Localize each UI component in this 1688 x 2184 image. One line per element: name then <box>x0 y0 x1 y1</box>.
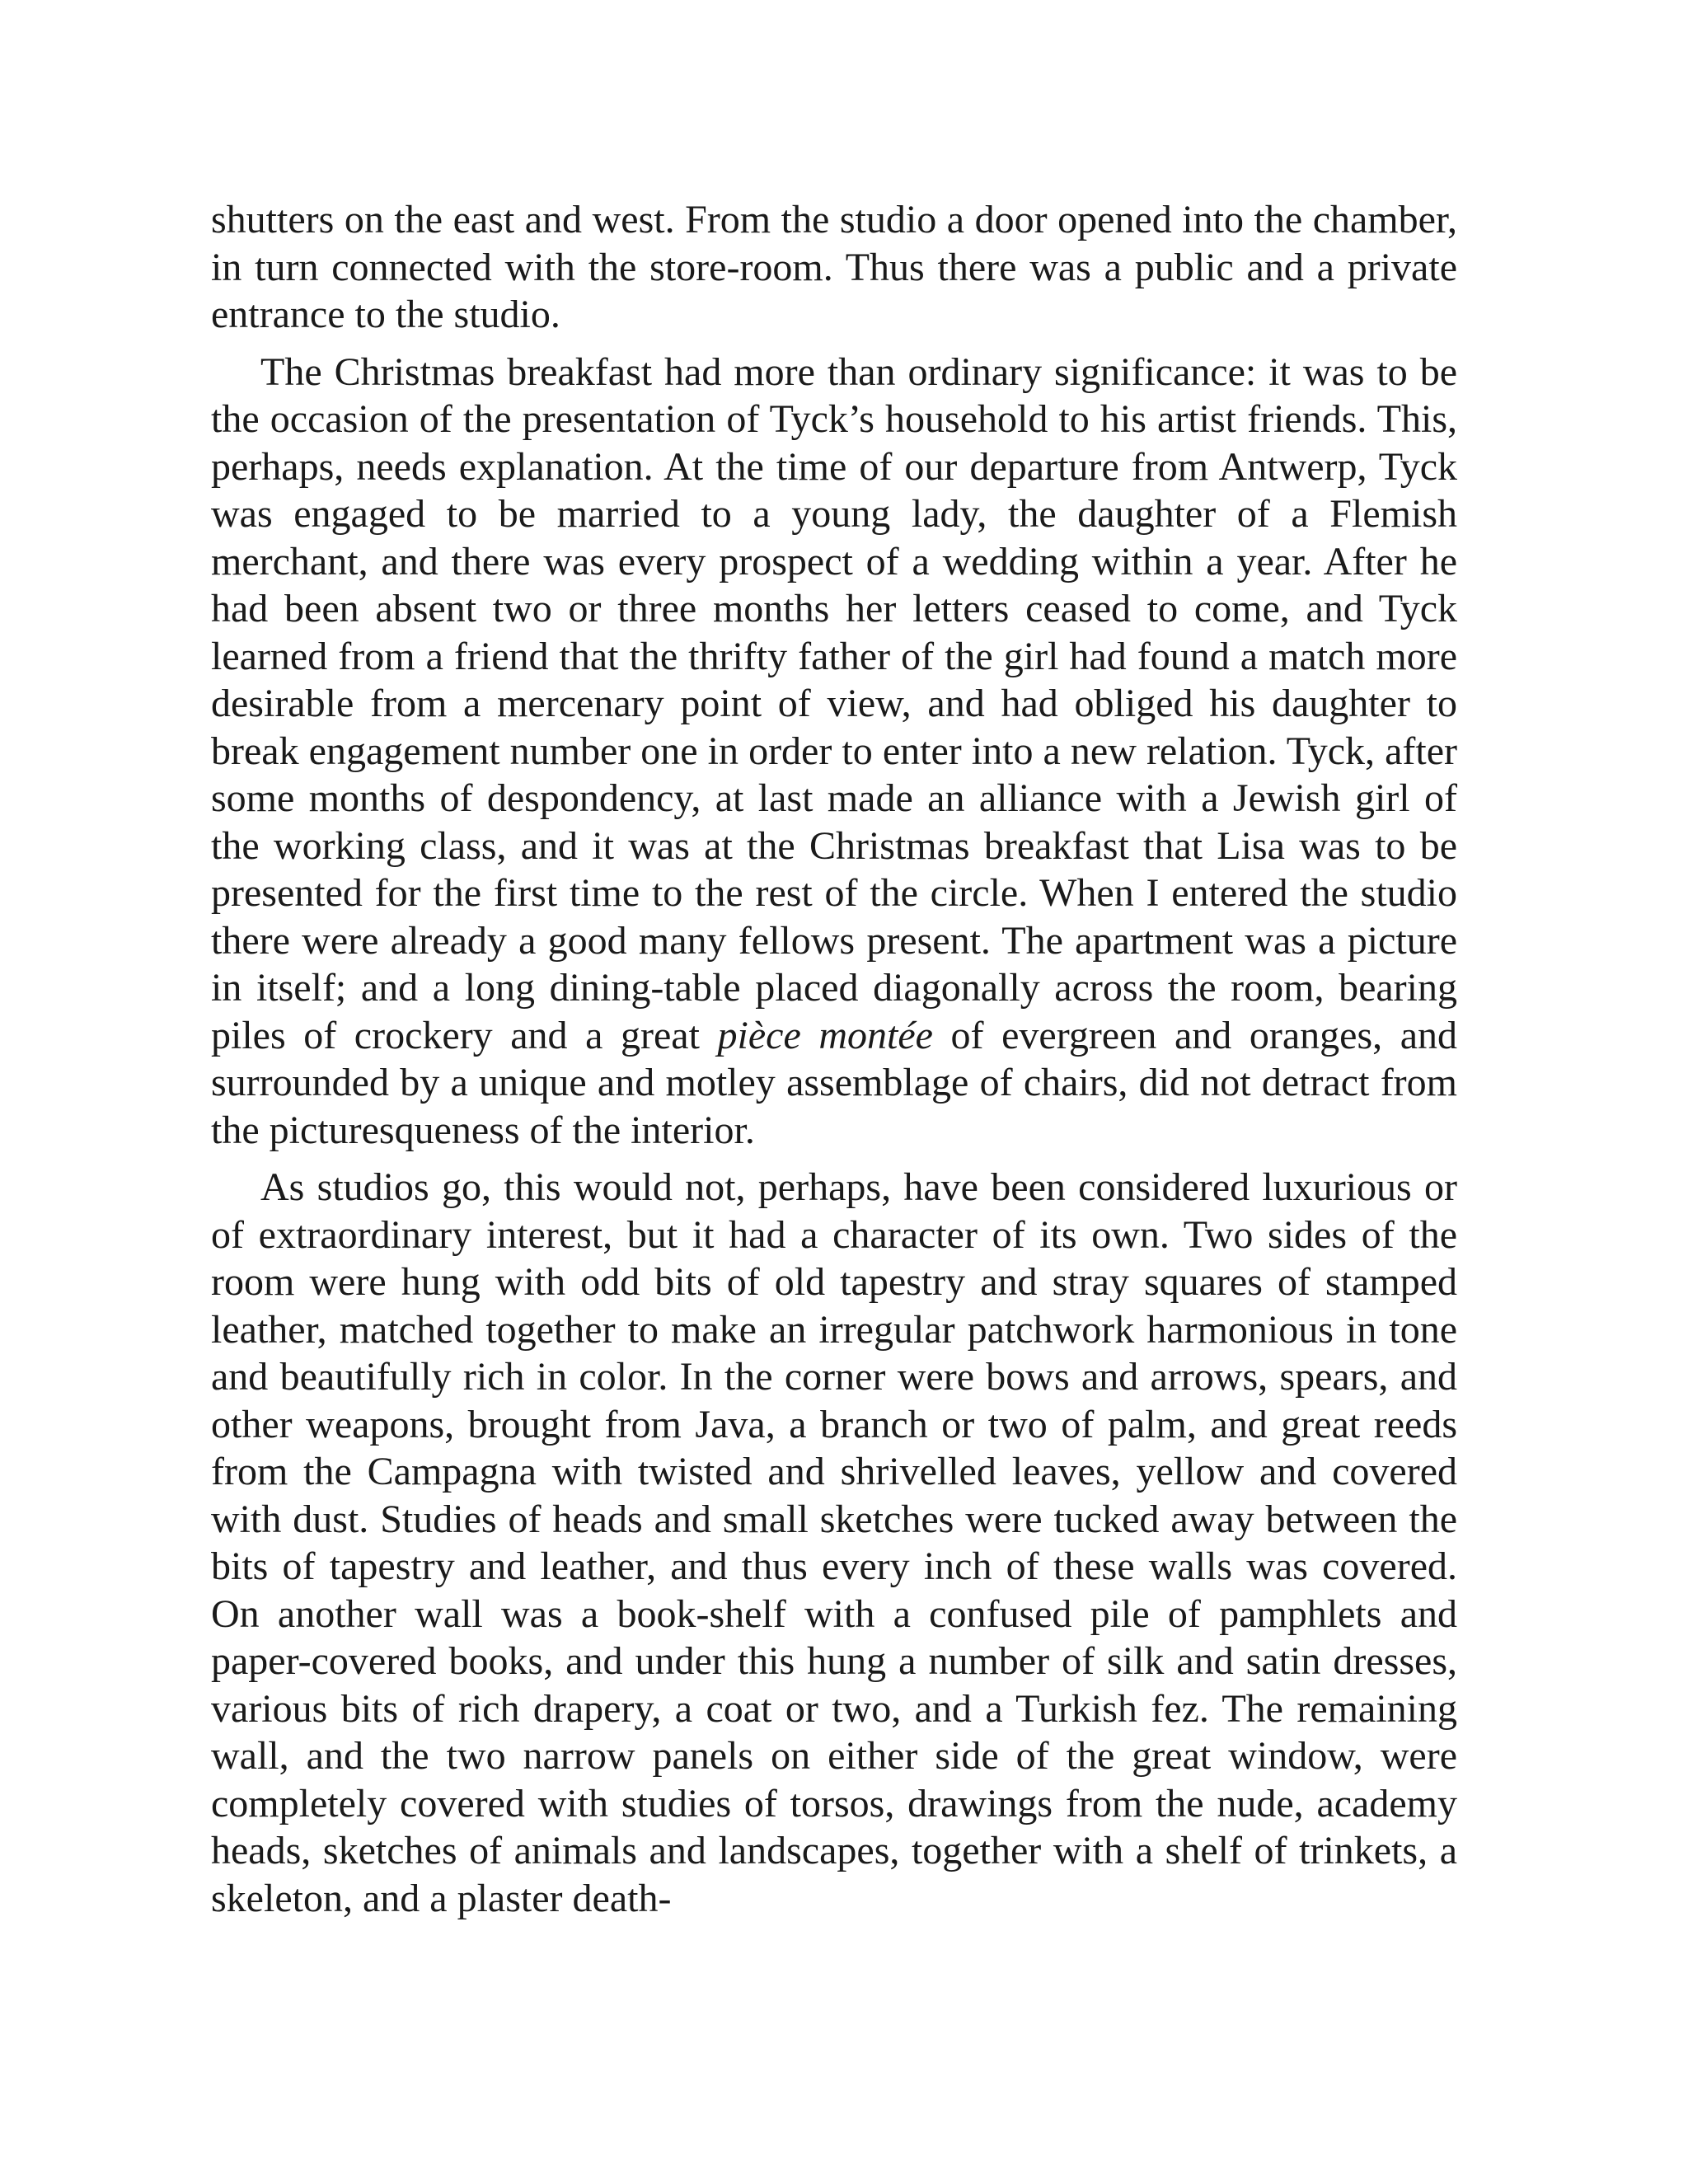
paragraph-text: shutters on the east and west. From the studio a door opened into the chamber, in turn connected with the store-room. Thus there was a public and a private entrance to the studio. <box>211 198 1457 336</box>
paragraph-text: The Christmas breakfast had more than ordinary significance: it was to be the occasion of the presentation of Tyck’s household to his artist friends. This, perhaps, needs explanation. At the time of our departure from Antwerp, Tyck was engaged to be married to a young lady, the daughter of a Flemish merchant, and there was every prospect of a wedding within a year. After he had been absent two or three months her letters ceased to come, and Tyck learned from a friend that the thrifty father of the girl had found a match more desirable from a mercenary point of view, and had obliged his daughter to break engagement number one in order to enter into a new relation. Tyck, after some months of despondency, at last made an alliance with a Jewish girl of the working class, and it was at the Christmas breakfast that Lisa was to be presented for the first time to the rest of the circle. When I entered the studio there were already a good many fellows present. The apartment was a picture in itself; and a long dining-table placed diagonally across the room, bearing piles of crockery and a great <box>211 349 1457 1057</box>
paragraph-text: As studios go, this would not, perhaps, have been considered luxurious or of extraordinary interest, but it had a character of its own. Two sides of the room were hung with odd bits of old tapestry and stray squares of stamped leather, matched together to make an irregular patchwork harmonious in tone and beautifully rich in color. In the corner were bows and arrows, spears, and other weapons, brought from Java, a branch or two of palm, and great reeds from the Campagna with twisted and shrivelled leaves, yellow and covered with dust. Studies of heads and small sketches were tucked away between the bits of tapestry and leather, and thus every inch of these walls was covered. On another wall was a book-shelf with a confused pile of pamphlets and paper-covered books, and under this hung a number of silk and satin dresses, various bits of rich drapery, a coat or two, and a Turkish fez. The remaining wall, and the two narrow panels on either side of the great window, were completely covered with studies of torsos, drawings from the nude, academy heads, sketches of animals and landscapes, together with a shelf of trinkets, a skeleton, and a plaster death- <box>211 1165 1457 1920</box>
paragraph-2 <box>211 349 1457 1155</box>
page-body <box>211 196 1457 1922</box>
paragraph-1 <box>211 196 1457 339</box>
paragraph-text: of evergreen and oranges, and surrounded by a unique and motley assemblage of chairs, did not detract from the picturesqueness of the interior. <box>211 1013 1458 1152</box>
paragraph-3 <box>211 1164 1457 1922</box>
italic-phrase: pièce montée <box>717 1013 933 1057</box>
